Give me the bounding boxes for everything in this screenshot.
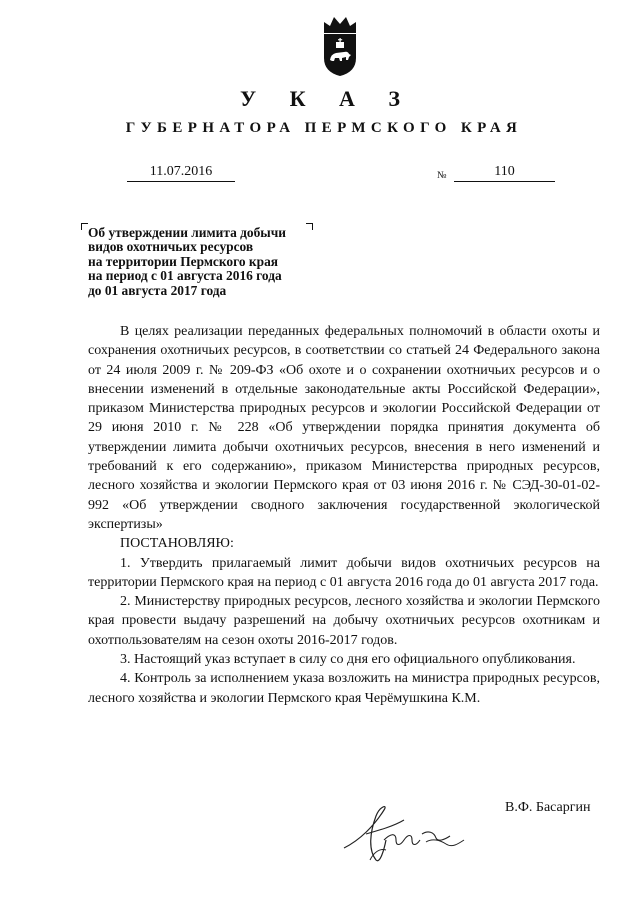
subject-line: видов охотничьих ресурсов (88, 239, 254, 255)
decree-item-3: 3. Настоящий указ вступает в силу со дня его официального опубликования. (120, 652, 576, 668)
number-sign: № (437, 170, 447, 181)
signer-name: В.Ф. Басаргин (505, 800, 591, 815)
decree-word: ПОСТАНОВЛЯЮ: (120, 536, 234, 552)
decree-item-1: 1. Утвердить прилагаемый лимит добычи видов охотничьих ресурсов на территории Пермского края на период с 01 августа 2016 года до 01 августа 2017 года. (88, 555, 600, 590)
decree-body (88, 322, 600, 708)
corner-mark-right (306, 223, 313, 230)
subject-block (88, 226, 318, 298)
subject-line: на территории Пермского края (88, 253, 279, 269)
document-number: 110 (454, 164, 555, 182)
decree-item-2: 2. Министерству природных ресурсов, лесного хозяйства и экологии Пермского края провести выдачу разрешений на добычу охотничьих ресурсов охотникам и охотпользователям на сезон охоты 2016-2017 годов. (88, 594, 600, 648)
preamble-paragraph: В целях реализации переданных федеральных полномочий в области охоты и сохранения охотничьих ресурсов, в соответствии со статьей 24 Федерального закона от 24 июля 2009 г. № 209-ФЗ «Об охоте и о сохранении охотничьих ресурсов и о внесении изменений в отдельные законодательные акты Российской Федерации», приказом Министерства природных ресурсов и экологии Российской Федерации от 29 июня 2010 г. № 228 «Об утверждении порядка принятия документа об утверждении лимита добычи охотничьих ресурсов, внесения в него изменений и требований к его содержанию», приказом Министерства природных ресурсов, лесного хозяйства и экологии Пермского края от 03 июня 2016 г. № СЭД-30-01-02-992 «Об утверждении сводного заключения государственной экологической экспертизы» (88, 324, 600, 532)
decree-item-4: 4. Контроль за исполнением указа возложить на министра природных ресурсов, лесного хозяйства и экологии Пермского края Черёмушкина К.М. (88, 671, 600, 706)
subject-line: Об утверждении лимита добычи (88, 225, 287, 240)
document-date: 11.07.2016 (127, 164, 235, 182)
subject-line: до 01 августа 2017 года (88, 282, 227, 298)
corner-mark-left (81, 223, 88, 230)
handwritten-signature (340, 790, 470, 870)
document-type-title: У К А З (239, 86, 415, 111)
perm-krai-coat-of-arms-icon (318, 14, 362, 78)
issuer-title: ГУБЕРНАТОРА ПЕРМСКОГО КРАЯ (125, 120, 523, 136)
subject-line: на период с 01 августа 2016 года (88, 268, 282, 284)
